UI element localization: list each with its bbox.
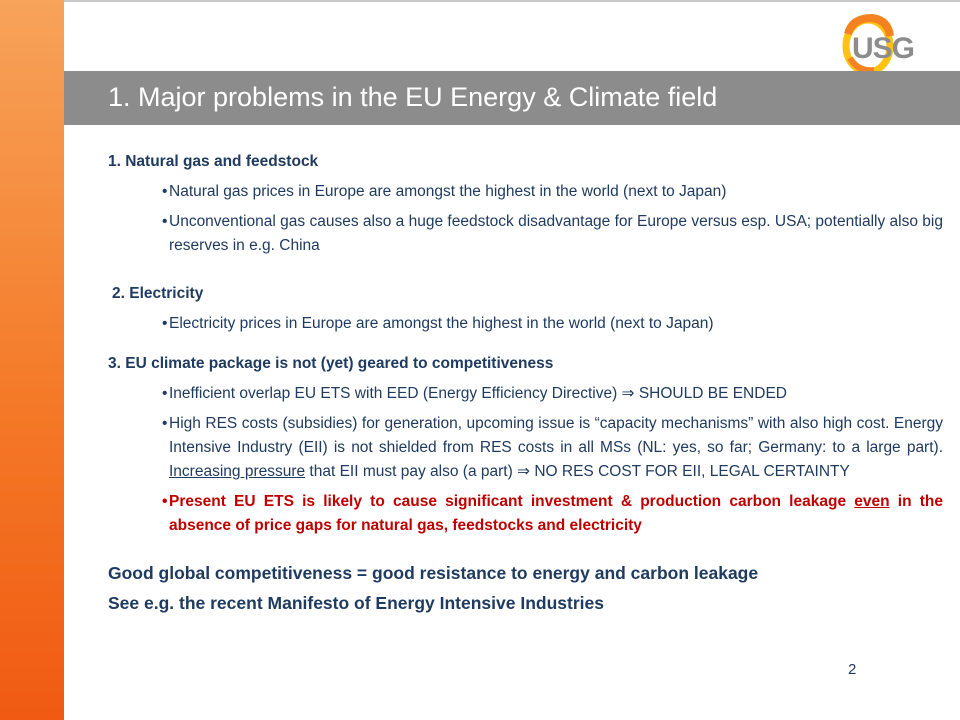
section-3-list bbox=[108, 382, 943, 538]
res-costs-text-b: that EII must pay also (a part) ⇒ NO RES COST FOR EII, LEGAL CERTAINTY bbox=[305, 463, 850, 480]
conclusion-line-2: See e.g. the recent Manifesto of Energy Intensive Industries bbox=[108, 593, 604, 613]
leakage-text-b: in the absence of price gaps for natural gas, feedstocks and electricity bbox=[169, 493, 943, 534]
section-2-list bbox=[108, 312, 943, 336]
res-costs-underlined: Increasing pressure bbox=[169, 463, 306, 480]
title-band bbox=[64, 71, 960, 125]
top-divider bbox=[64, 0, 960, 2]
bullet-unconventional-gas: • Unconventional gas causes also a huge feedstock disadvantage for Europe versus esp. USA; potentially also big reserves in e.g. China bbox=[108, 210, 943, 258]
res-costs-text-a: High RES costs (subsidies) for generation, upcoming issue is “capacity mechanisms” with also high cost. Energy Intensive Industry (EII) is not shielded from RES costs in all MSs (NL: yes, so far; Germany: to a large part). bbox=[169, 415, 943, 456]
bullet-res-costs bbox=[108, 412, 943, 484]
section-1-list bbox=[108, 180, 943, 258]
conclusion-line-1: Good global competitiveness = good resistance to energy and carbon leakage bbox=[108, 563, 759, 583]
bullet-electricity-prices: • Electricity prices in Europe are amongst the highest in the world (next to Japan) bbox=[108, 312, 943, 336]
leakage-text-a: Present EU ETS is likely to cause significant investment & production carbon leakage bbox=[169, 493, 855, 510]
page-number: 2 bbox=[848, 661, 857, 678]
section-3-heading: 3. EU climate package is not (yet) geared to competitiveness bbox=[108, 355, 554, 372]
bullet-ets-carbon-leakage bbox=[108, 490, 943, 538]
bullet-ets-eed-overlap: • Inefficient overlap EU ETS with EED (Energy Efficiency Directive) ⇒ SHOULD BE ENDED bbox=[108, 382, 943, 406]
bullet-gas-prices: • Natural gas prices in Europe are amongst the highest in the world (next to Japan) bbox=[108, 180, 943, 204]
usg-logo bbox=[838, 12, 938, 74]
section-2-heading: 2. Electricity bbox=[112, 285, 204, 302]
logo-text: USG bbox=[852, 32, 915, 65]
section-1-heading: 1. Natural gas and feedstock bbox=[108, 153, 319, 170]
slide-title: 1. Major problems in the EU Energy & Climate field bbox=[108, 82, 718, 112]
left-orange-bar bbox=[0, 0, 64, 720]
leakage-underlined: even bbox=[854, 493, 890, 510]
slide-content bbox=[108, 150, 943, 618]
